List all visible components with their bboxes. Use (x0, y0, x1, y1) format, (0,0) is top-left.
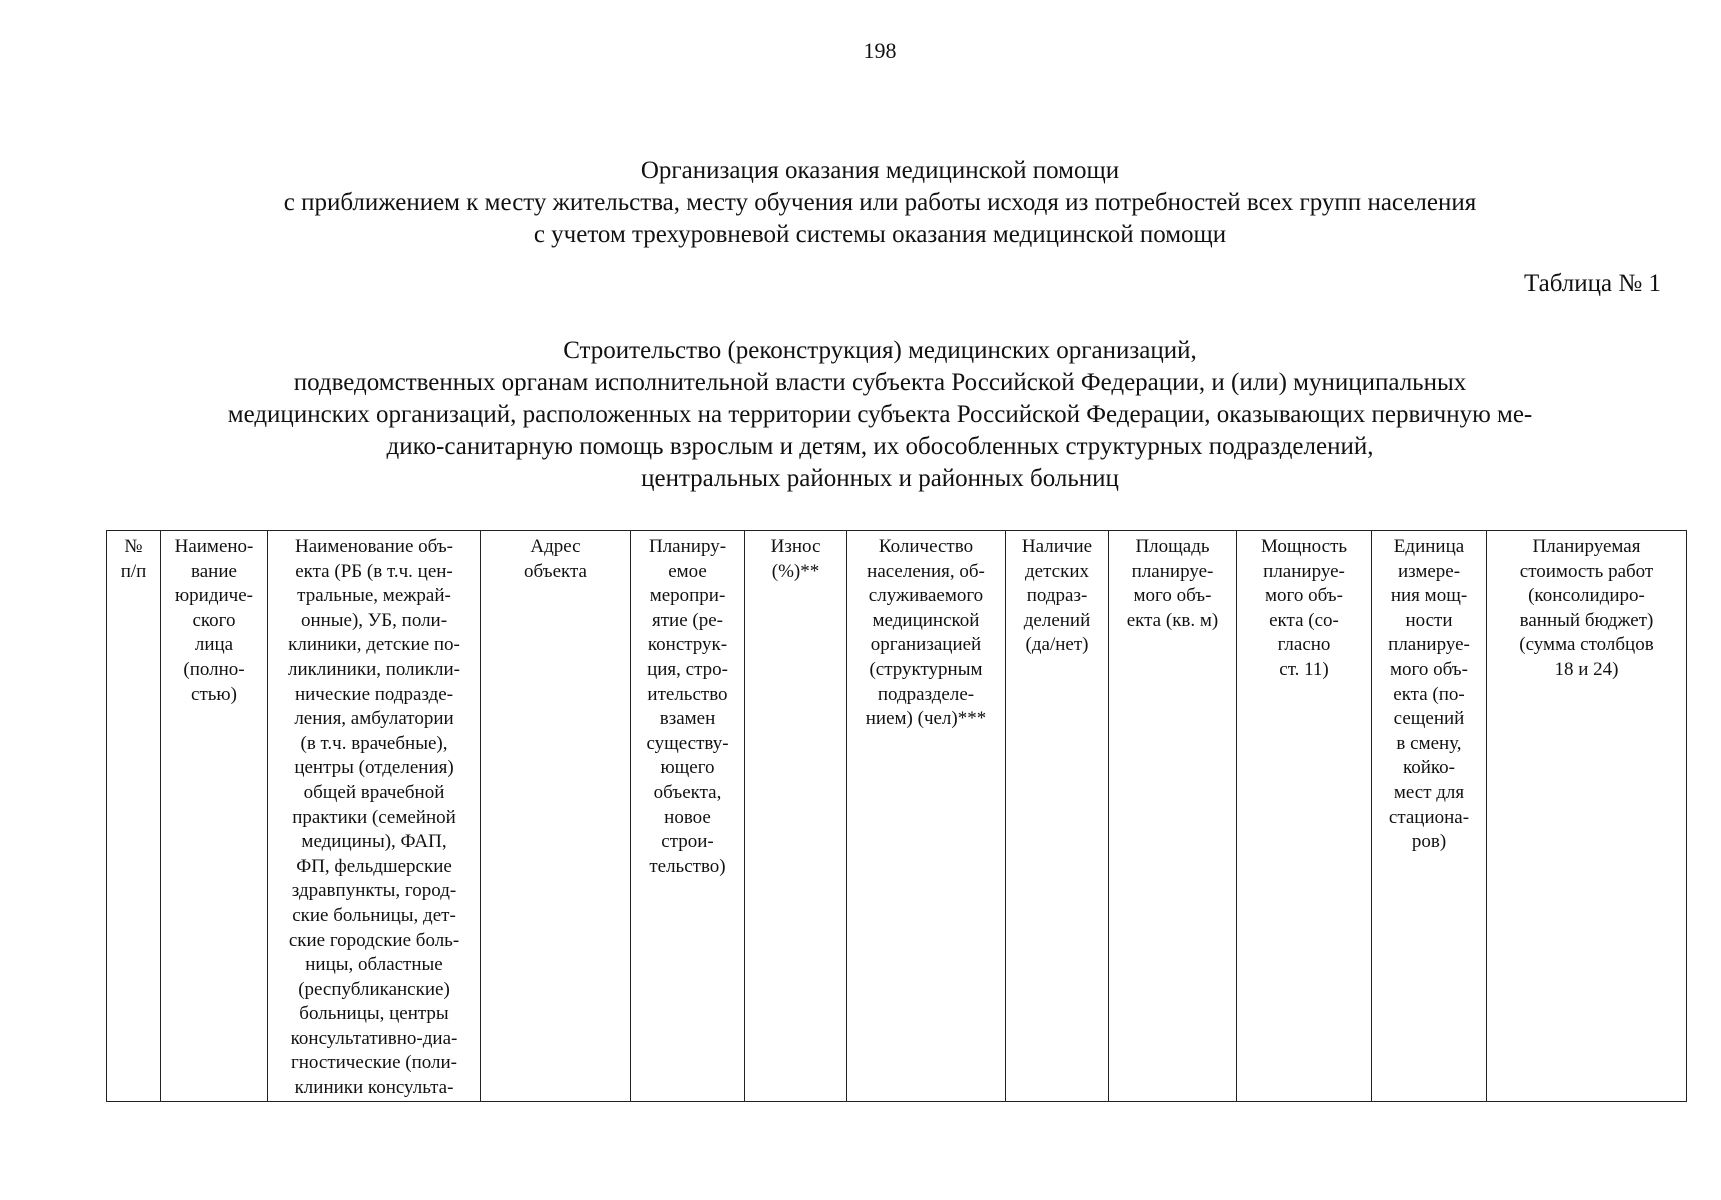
table-subtitle (95, 335, 1665, 495)
header-cell-number: № п/п (107, 531, 161, 1102)
title-line: с учетом трехуровневой системы оказания медицинской помощи (533, 221, 1227, 248)
header-cell-area: Площадь планируе- мого объ- екта (кв. м) (1109, 531, 1237, 1102)
header-cell-wear: Износ (%)** (745, 531, 847, 1102)
subtitle-line: дико-санитарную помощь взрослым и детям, их обособленных структурных подразделений, (386, 433, 1374, 460)
header-cell-legal-entity: Наимено- вание юридиче- ского лица (полно- стью) (161, 531, 268, 1102)
header-cell-population: Количество населения, об- служиваемого медицинской организацией (структурным подразделе- нием) (чел)*** (847, 531, 1006, 1102)
header-cell-object-name: Наименование объ- екта (РБ (в т.ч. цен- тральные, межрай- онные), УБ, поли- клиники, детские по- ликлиники, поликли- нические подразде- ления, амбулатории (в т.ч. врачебные), центры (отделения) общей врачебной практики (семейной медицины), ФАП, ФП, фельдшерские здравпункты, город- ские больницы, дет- ские городские боль- ницы, областные (республиканские) больницы, центры консультативно-диа- гностические (поли- клиники консульта- (268, 531, 481, 1102)
header-cell-planned-cost: Планируемая стоимость работ (консолидиро- ванный бюджет) (сумма столбцов 18 и 24) (1487, 531, 1687, 1102)
title-line: с приближением к месту жительства, месту обучения или работы исходя из потребностей всех групп населения (283, 189, 1477, 216)
header-cell-address: Адрес объекта (481, 531, 631, 1102)
subtitle-line: медицинских организаций, расположенных на территории субъекта Российской Федерации, оказывающих первичную ме- (227, 401, 1533, 428)
document-title (110, 155, 1650, 251)
page-number: 198 (863, 38, 897, 63)
subtitle-line: подведомственных органам исполнительной власти субъекта Российской Федерации, и (или) муниципальных (293, 369, 1467, 396)
subtitle-line: центральных районных и районных больниц (641, 465, 1119, 492)
table-header-row (107, 531, 1687, 1102)
construction-table (106, 530, 1687, 1102)
header-cell-planned-action: Планиру- емое меропри- ятие (ре- конструк- ция, стро- ительство взамен существу- ющего объекта, новое строи- тельство) (631, 531, 745, 1102)
header-cell-children-units: Наличие детских подраз- делений (да/нет) (1006, 531, 1109, 1102)
table-label: Таблица № 1 (1523, 270, 1661, 297)
header-cell-capacity: Мощность планируе- мого объ- екта (со- гласно ст. 11) (1237, 531, 1372, 1102)
title-line: Организация оказания медицинской помощи (640, 157, 1120, 184)
subtitle-line: Строительство (реконструкция) медицинских организаций, (563, 337, 1197, 364)
header-cell-capacity-unit: Единица измере- ния мощ- ности планируе- мого объ- екта (по- сещений в смену, койко- мест для стациона- ров) (1372, 531, 1487, 1102)
